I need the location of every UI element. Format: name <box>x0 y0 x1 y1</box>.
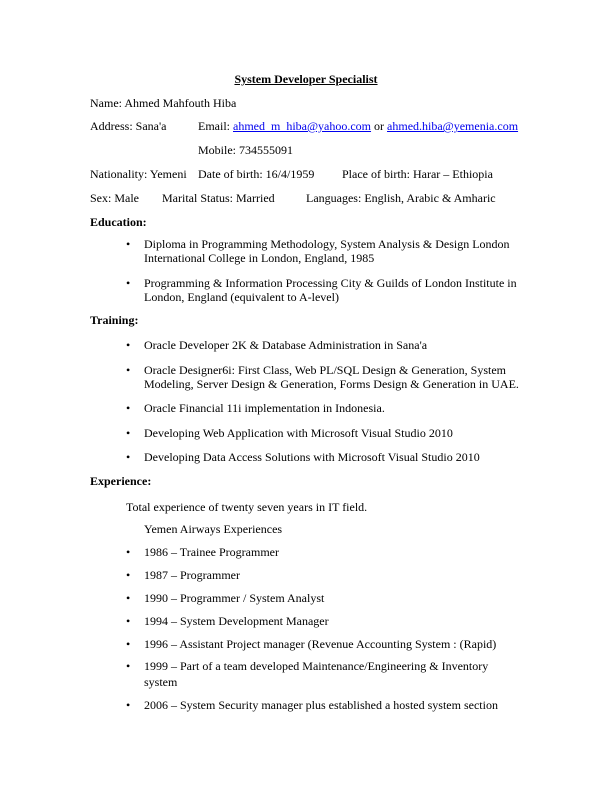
bullet-icon: • <box>126 450 131 464</box>
bullet-icon: • <box>126 614 131 628</box>
email-label: Email: <box>198 119 230 133</box>
experience-total: Total experience of twenty seven years in IT field. <box>126 500 368 514</box>
address-line: Address: Sana'a <box>90 119 167 133</box>
email-link-yahoo[interactable]: ahmed_m_hiba@yahoo.com <box>233 119 372 133</box>
bullet-icon: • <box>126 698 131 712</box>
bullet-icon: • <box>126 568 131 582</box>
bullet-icon: • <box>126 659 131 673</box>
bullet-icon: • <box>126 591 131 605</box>
sex: Sex: Male <box>90 191 139 205</box>
email-link-yemenia[interactable]: ahmed.hiba@yemenia.com <box>387 119 519 133</box>
place-of-birth: Place of birth: Harar – Ethiopia <box>342 167 493 181</box>
email-or: or <box>374 119 385 133</box>
mobile-line: Mobile: 734555091 <box>198 143 293 157</box>
page-title: System Developer Specialist <box>234 72 378 86</box>
training-heading: Training: <box>90 313 139 327</box>
bullet-icon: • <box>126 276 131 290</box>
experience-subheading: Yemen Airways Experiences <box>144 522 283 536</box>
bullet-icon: • <box>126 637 131 651</box>
bullet-icon: • <box>126 338 131 352</box>
bullet-icon: • <box>126 237 131 251</box>
bullet-icon: • <box>126 363 131 377</box>
email-line <box>198 119 518 133</box>
bullet-icon: • <box>126 401 131 415</box>
nationality: Nationality: Yemeni <box>90 167 187 181</box>
marital-status: Marital Status: Married <box>162 191 275 205</box>
experience-heading: Experience: <box>90 474 152 488</box>
education-heading: Education: <box>90 215 147 229</box>
bullet-icon: • <box>126 545 131 559</box>
resume-page: System Developer Specialist Name: Ahmed Mahfouth Hiba Address: Sana'a Email: ahmed_m_hiba@yahoo.com or ahmed.hiba@yemenia.com Mobile: 734555091 Nationality: Yemeni Date of birth: 16/4/1959 Place of birth: Harar – Ethiopia Sex: Male Marital Status: Married Languages: English, Arabic & Amharic Education: • Diploma in Programming Methodology, System Analysis & Design London International College in London, England, 1985 • Programming & Information Processing City & Guilds of London Institute in London, England (equivalent to A-level) Training: • Oracle Developer 2K & Database Administration in Sana'a • Oracle Designer6i: First Class, Web PL/SQL Design & Generation, System Modeling, Server Design & Generation, Forms Design & Generation in UAE. • Oracle Financial 11i implementation in Indonesia. • Developing Web Application with Microsoft Visual Studio 2010 • Developing Data Access Solutions with Microsoft Visual Studio 2010 Experience: Total experience of twenty seven years in IT field. Yemen Airways Experiences • 1986 – Trainee Programmer • 1987 – Programmer • 1990 – Programmer / System Analyst • 1994 – System Development Manager • 1996 – Assistant Project manager (Revenue Accounting System : (Rapid) • 1999 – Part of a team developed Maintenance/Engineering & Inventory system • 2006 – System Security manager plus established a hosted system section <box>0 0 612 792</box>
bullet-icon: • <box>126 426 131 440</box>
name-line: Name: Ahmed Mahfouth Hiba <box>90 96 237 110</box>
languages: Languages: English, Arabic & Amharic <box>306 191 496 205</box>
date-of-birth: Date of birth: 16/4/1959 <box>198 167 315 181</box>
